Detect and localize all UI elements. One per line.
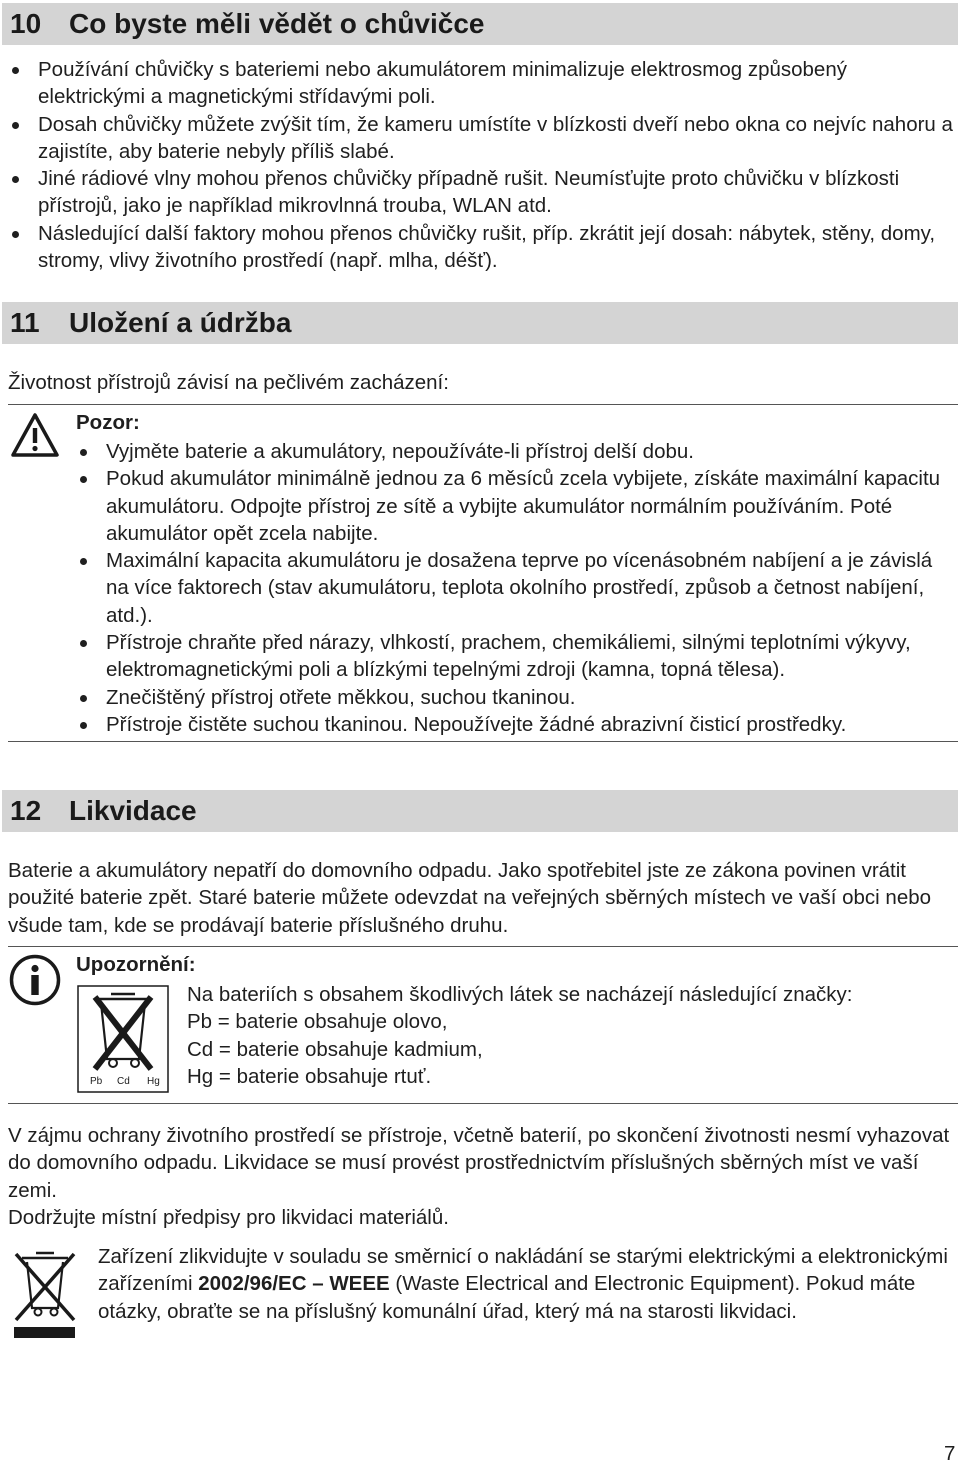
care-intro: Životnost přístrojů závisí na pečlivém zacházení: [8, 371, 449, 394]
markings-line: Na bateriích s obsahem škodlivých látek se nacházejí následující značky: [187, 983, 853, 1006]
care-list [76, 438, 956, 738]
section-number: 11 [10, 307, 40, 338]
page-number: 7 [944, 1442, 956, 1465]
weee-bin-icon [12, 1248, 78, 1340]
section-number: 10 [10, 8, 42, 39]
disposal-paragraph: V zájmu ochrany životního prostředí se přístroje, včetně baterií, po skončení životnosti nesmí vyhazovat do domovního odpadu. Likvidace se musí provést prostřednictvím příslušných sběrných míst ve vaší zemi. [8, 1124, 950, 1202]
disposal-intro: Baterie a akumulátory nepatří do domovního odpadu. Jako spotřebitel jste ze zákona povinen vrátit použité baterie zpět. Staré baterie můžete odevzdat na veřejných sběrných místech ve vaší obci nebo všude tam, kde se prodávají baterie příslušného druhu. [8, 859, 932, 937]
warning-label: Pozor: [76, 411, 140, 434]
list-item: Jiné rádiové vlny mohou přenos chůvičky případně rušit. Neumísťujte proto chůvičku v blízkosti přístrojů, jako je například mikrovlnná trouba, WLAN atd. [8, 165, 958, 220]
symbol-label-hg: Hg [147, 1076, 160, 1087]
section-10-list [8, 56, 958, 274]
list-item: Znečištěný přístroj otřete měkkou, suchou tkaninou. [76, 684, 956, 711]
symbol-label-cd: Cd [117, 1076, 130, 1087]
section-title: Co byste měli vědět o chůvičce [69, 8, 485, 39]
weee-text-end: (Waste Electrical and Electronic Equipment). Pokud máte otázky, obraťte se na příslušný komunální úřad, který má na starosti likvidaci. [98, 1272, 916, 1323]
weee-text-start: Zařízení zlikvidujte v souladu se směrnicí o nakládání se starými elektrickými a elektronickými zařízeními [98, 1245, 948, 1296]
battery-markings [187, 981, 947, 1090]
markings-line: Pb = baterie obsahuje olovo, [187, 1010, 448, 1034]
section-title: Uložení a údržba [69, 307, 292, 338]
list-item: Používání chůvičky s bateriemi nebo akumulátorem minimalizuje elektrosmog způsobený elektrickými a magnetickými střídavými poli. [8, 56, 958, 111]
info-icon [9, 954, 61, 1006]
divider [8, 404, 958, 405]
battery-disposal-symbol [77, 985, 169, 1093]
note-label: Upozornění: [76, 953, 196, 976]
warning-icon [10, 412, 60, 458]
markings-line: Hg = baterie obsahuje rtuť. [187, 1064, 432, 1088]
section-title: Likvidace [69, 795, 197, 826]
divider [8, 946, 958, 947]
list-item: Následující další faktory mohou přenos chůvičky rušit, příp. zkrátit její dosah: nábytek, stěny, domy, stromy, vlivy životního prostředí (např. mlha, déšť). [8, 220, 958, 275]
section-12-heading [2, 790, 958, 832]
symbol-label-pb: Pb [90, 1076, 103, 1087]
list-item: Přístroje chraňte před nárazy, vlhkostí, prachem, chemikáliemi, silnými teplotními výkyvy, elektromagnetickými poli a blízkými tepelnými zdroji (kamna, topná tělesa). [76, 629, 956, 684]
section-10-heading [2, 3, 958, 45]
local-rules: Dodržujte místní předpisy pro likvidaci materiálů. [8, 1206, 449, 1229]
divider [8, 741, 958, 742]
list-item: Pokud akumulátor minimálně jednou za 6 měsíců zcela vybijete, získáte maximální kapacitu akumulátoru. Odpojte přístroj ze sítě a vybijte akumulátor normálním používáním. Poté akumulátor opět zcela nabijte. [76, 465, 956, 547]
list-item: Přístroje čistěte suchou tkaninou. Nepoužívejte žádné abrazivní čisticí prostředky. [76, 711, 956, 738]
weee-directive: 2002/96/EC – WEEE [198, 1272, 390, 1296]
list-item: Maximální kapacita akumulátoru je dosažena teprve po vícenásobném nabíjení a je závislá na více faktorech (stav akumulátoru, teplota okolního prostředí, způsob a četnost nabíjení, atd.). [76, 547, 956, 629]
weee-paragraph [98, 1243, 956, 1325]
markings-line: Cd = baterie obsahuje kadmium, [187, 1037, 483, 1061]
divider [8, 1103, 958, 1104]
list-item: Vyjměte baterie a akumulátory, nepoužíváte-li přístroj delší dobu. [76, 438, 956, 465]
list-item: Dosah chůvičky můžete zvýšit tím, že kameru umístíte v blízkosti dveří nebo okna co nejvíc nahoru a zajistíte, aby baterie nebyly příliš slabé. [8, 111, 958, 166]
section-number: 12 [10, 795, 42, 826]
section-11-heading [2, 302, 958, 344]
